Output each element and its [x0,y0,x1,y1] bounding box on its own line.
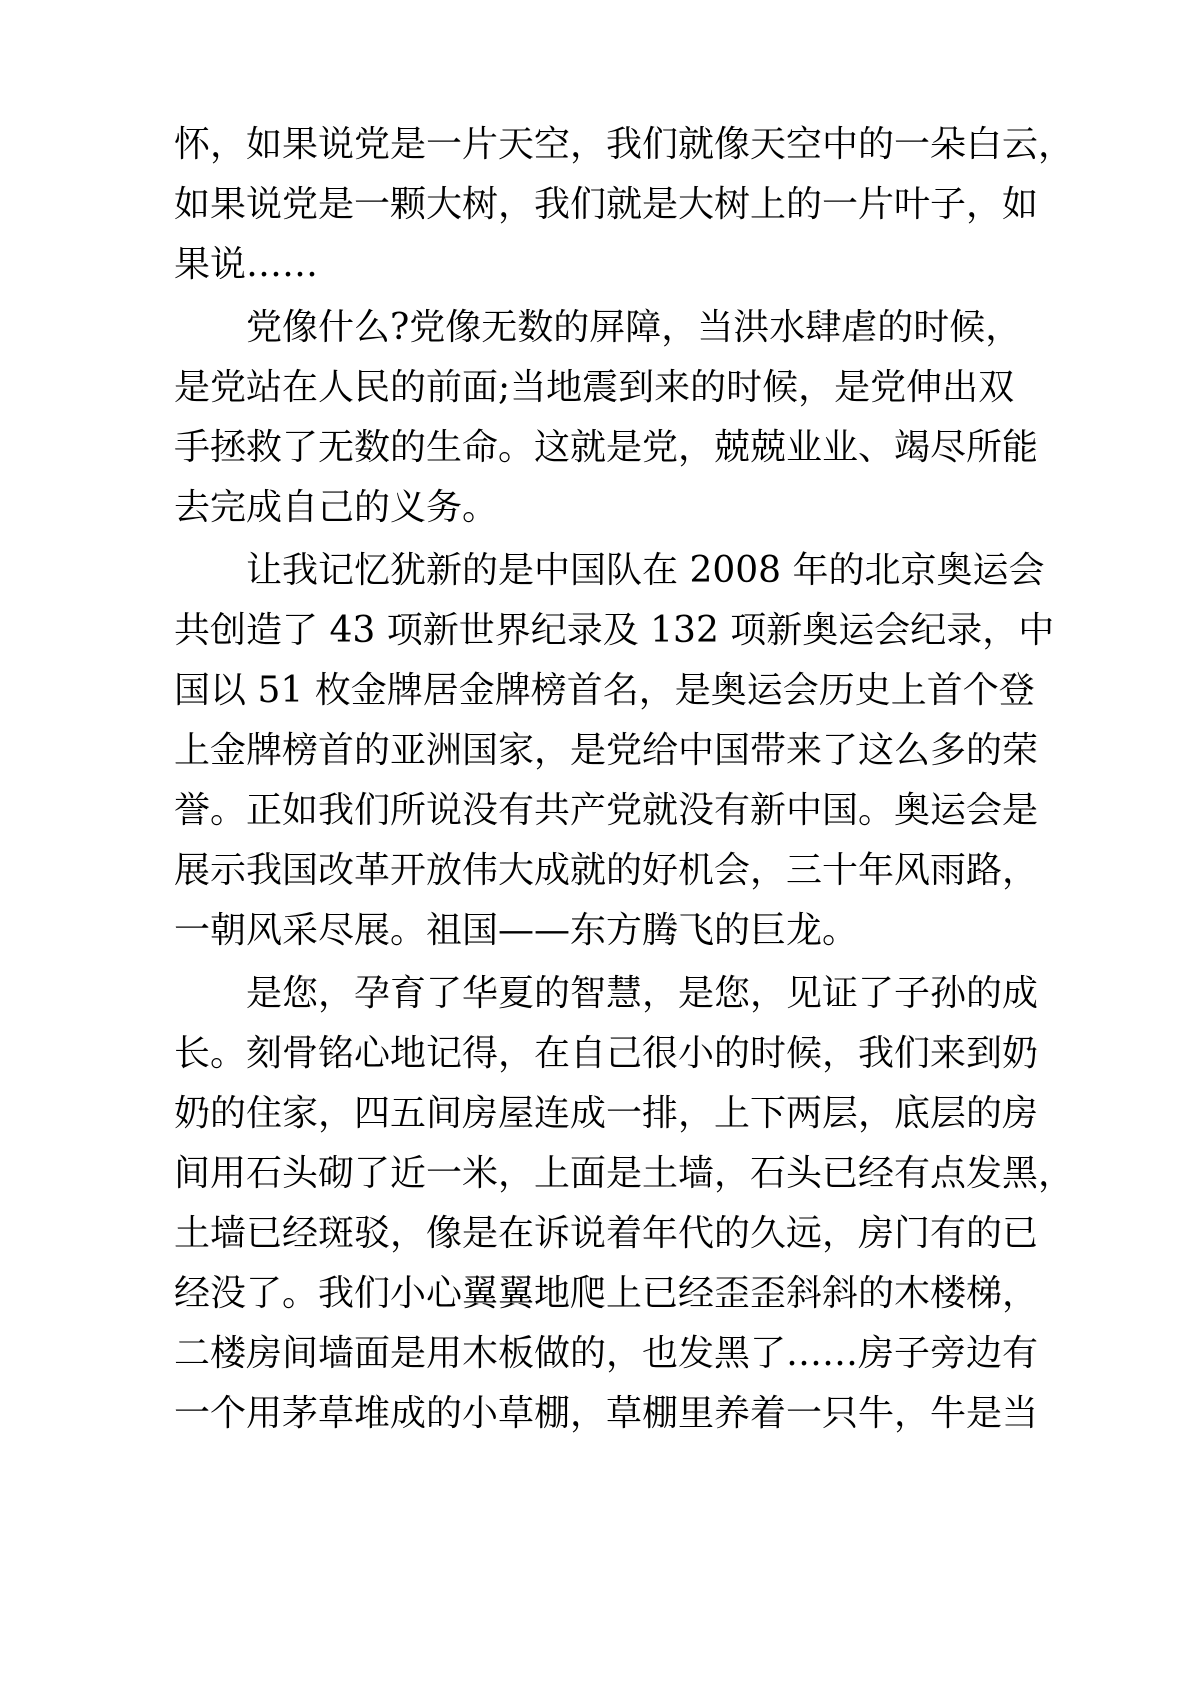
body-text [174,115,1075,1444]
line-text: 是党站在人民的前面;当地震到来的时候，是党伸出双 [174,367,1015,408]
line-text: 间用石头砌了近一米，上面是土墙，石头已经有点发黑， [174,1153,1075,1194]
text-line [174,841,1044,901]
line-text: 一朝风采尽展。祖国——东方腾飞的巨龙。 [174,910,859,951]
text-line [174,601,1055,661]
text-line [174,175,1044,235]
text-line [174,1084,1044,1144]
line-text: 让我记忆犹新的是中国队在 2008 年的北京奥运会 [246,550,1045,591]
text-line [174,781,1044,841]
line-text: 国以 51 枚金牌居金牌榜首名，是奥运会历史上首个登 [174,670,1035,711]
text-line [174,1204,1044,1264]
text-line [174,901,1044,961]
line-text: 共创造了 43 项新世界纪录及 132 项新奥运会纪录，中 [174,610,1055,651]
text-line [174,721,1044,781]
line-text: 奶的住家，四五间房屋连成一排，上下两层，底层的房 [174,1093,1039,1134]
text-line [174,541,1044,601]
text-line [174,964,1044,1024]
line-text: 去完成自己的义务。 [174,487,499,528]
line-text: 长。刻骨铭心地记得，在自己很小的时候，我们来到奶 [174,1033,1039,1074]
line-text: 怀，如果说党是一片天空，我们就像天空中的一朵白云， [174,124,1075,165]
line-text: 是您，孕育了华夏的智慧，是您，见证了子孙的成 [246,973,1039,1014]
text-line [174,478,1044,538]
line-text: 展示我国改革开放伟大成就的好机会，三十年风雨路， [174,850,1039,891]
line-text: 如果说党是一颗大树，我们就是大树上的一片叶子，如 [174,184,1039,225]
line-text: 手拯救了无数的生命。这就是党，兢兢业业、竭尽所能 [174,427,1039,468]
text-line [174,298,1044,358]
text-line [174,1324,1044,1384]
line-text: 经没了。我们小心翼翼地爬上已经歪歪斜斜的木楼梯， [174,1273,1039,1314]
line-text: 一个用茅草堆成的小草棚，草棚里养着一只牛，牛是当 [174,1393,1039,1434]
line-text: 果说…… [174,244,319,285]
line-text: 二楼房间墙面是用木板做的，也发黑了……房子旁边有 [174,1333,1039,1374]
text-line [174,1024,1044,1084]
text-line [174,661,1044,721]
text-line [174,235,1044,295]
text-line [174,1264,1044,1324]
text-line [174,115,1075,175]
text-line [174,1144,1075,1204]
text-line [174,358,1044,418]
line-text: 土墙已经斑驳，像是在诉说着年代的久远，房门有的已 [174,1213,1039,1254]
line-text: 党像什么?党像无数的屏障，当洪水肆虐的时候， [246,307,1022,348]
text-line [174,1384,1044,1444]
line-text: 誉。正如我们所说没有共产党就没有新中国。奥运会是 [174,790,1039,831]
line-text: 上金牌榜首的亚洲国家，是党给中国带来了这么多的荣 [174,730,1039,771]
text-line [174,418,1044,478]
